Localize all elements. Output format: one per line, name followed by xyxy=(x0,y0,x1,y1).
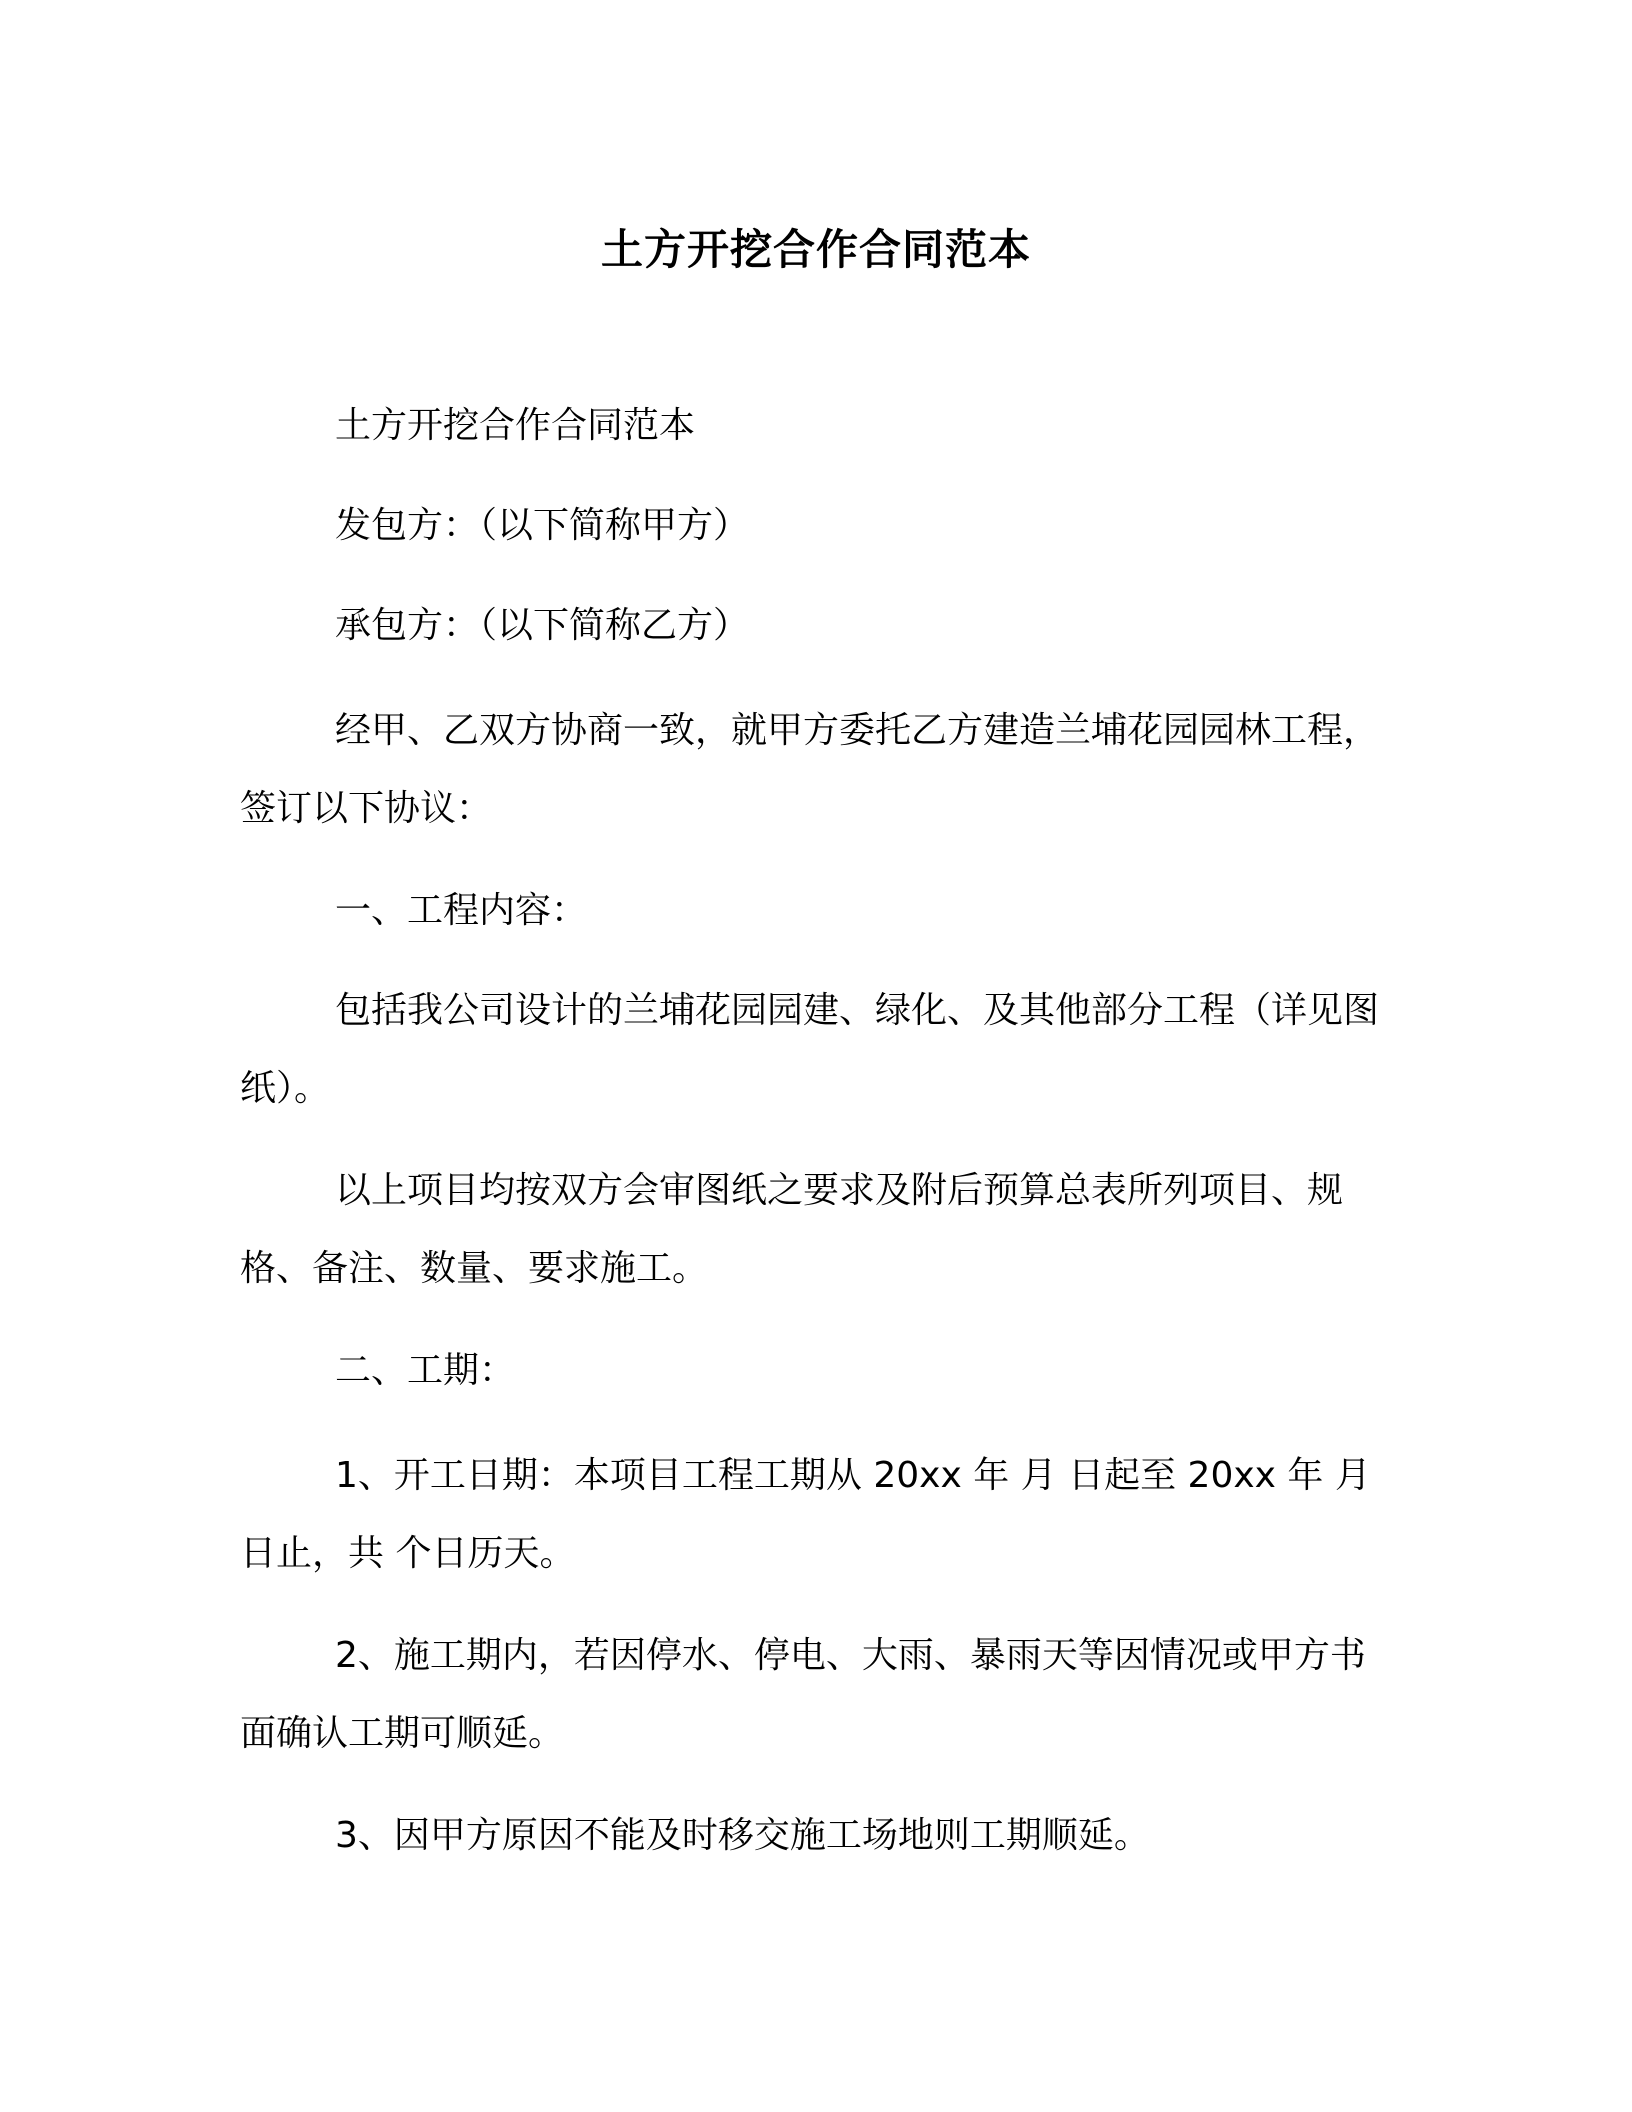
paragraph-schedule-item-1: 1、开工日期：本项目工程工期从 20xx 年 月 日起至 20xx 年 月日止，共 个日历天。 xyxy=(240,1455,1371,1574)
paragraph-agreement-intro: 经甲、乙双方协商一致，就甲方委托乙方建造兰埔花园园林工程，签订以下协议： xyxy=(240,710,1380,829)
paragraph-party-a: 发包方：（以下简称甲方） xyxy=(335,505,750,546)
paragraph-content-scope: 包括我公司设计的兰埔花园园建、绿化、及其他部分工程（详见图纸）。 xyxy=(240,990,1380,1109)
section-heading-schedule: 二、工期： xyxy=(335,1350,516,1391)
paragraph-schedule-item-3: 3、因甲方原因不能及时移交施工场地则工期顺延。 xyxy=(335,1815,1150,1856)
document-title: 土方开挖合作合同范本 xyxy=(600,225,1031,274)
paragraph-schedule-item-2: 2、施工期内，若因停水、停电、大雨、暴雨天等因情况或甲方书面确认工期可顺延。 xyxy=(240,1635,1366,1754)
paragraph-party-b: 承包方：（以下简称乙方） xyxy=(335,605,750,646)
section-heading-content: 一、工程内容： xyxy=(335,890,588,931)
paragraph-content-requirements: 以上项目均按双方会审图纸之要求及附后预算总表所列项目、规格、备注、数量、要求施工。 xyxy=(240,1170,1344,1289)
paragraph-heading-repeat: 土方开挖合作合同范本 xyxy=(335,405,696,446)
